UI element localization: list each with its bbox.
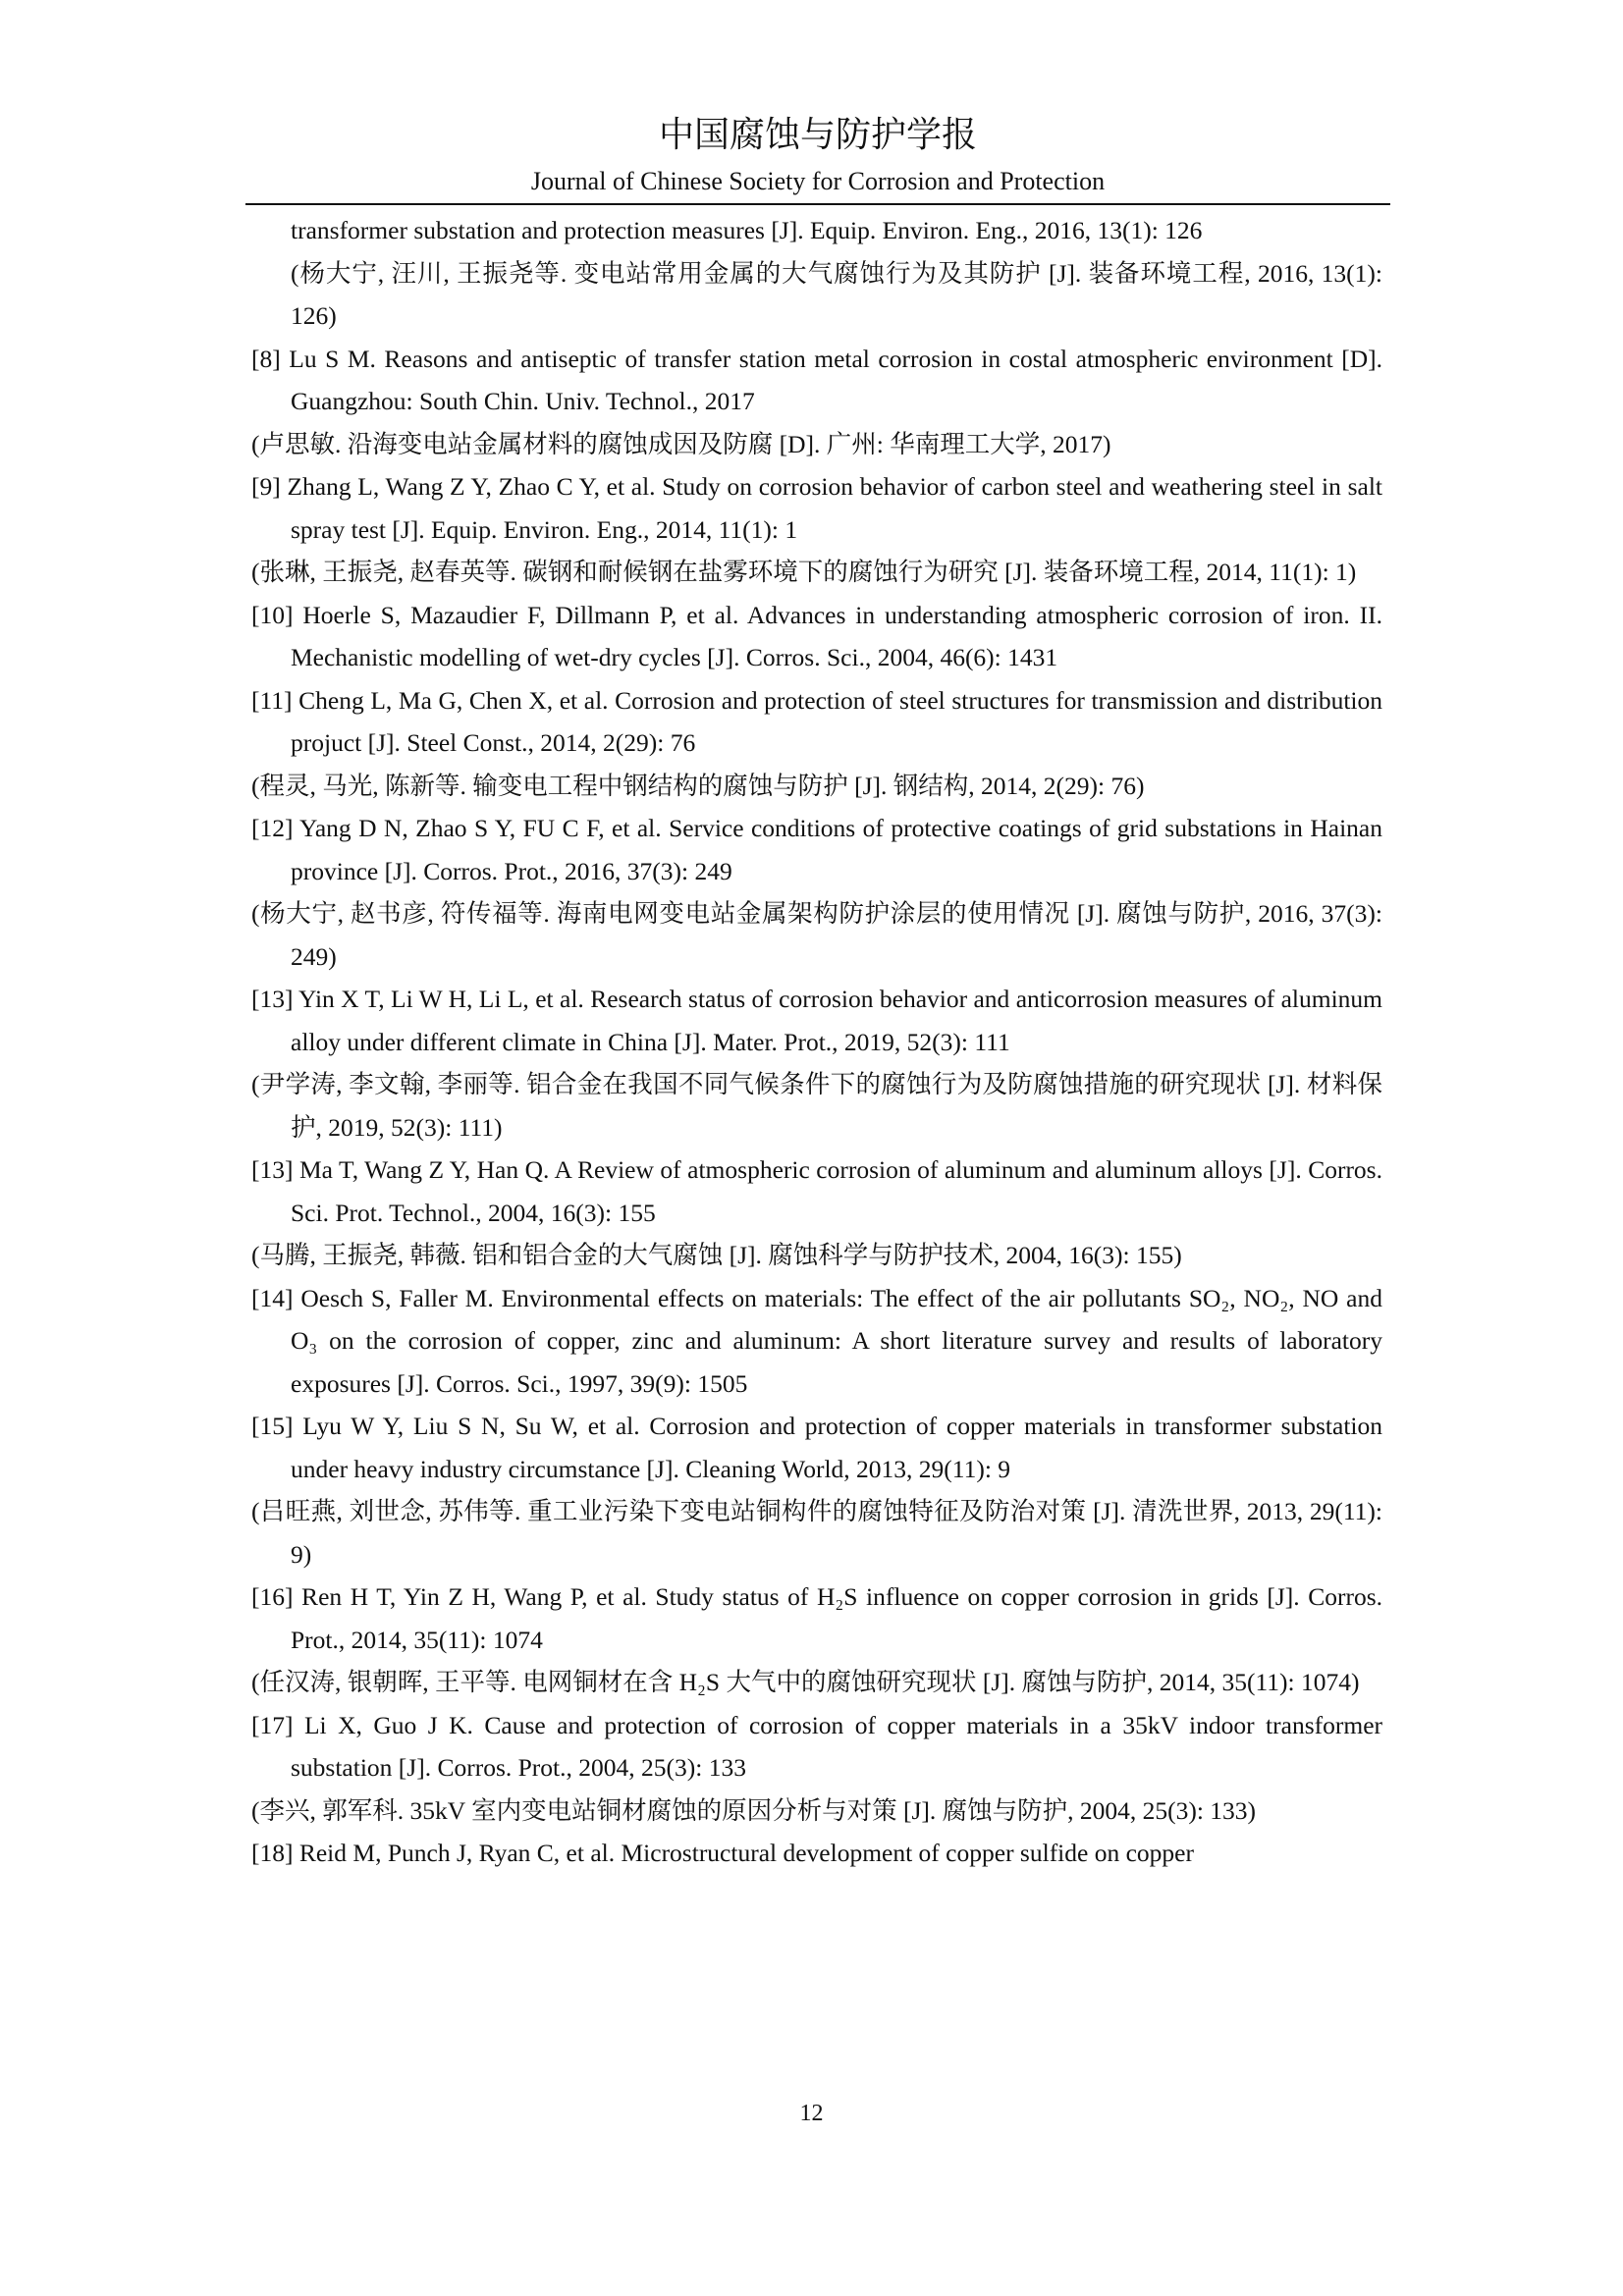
reference-english: [14] Oesch S, Faller M. Environmental effects on materials: The effect of the air pollutants SO₂, NO₂, NO and O₃ on the corrosion of copper, zinc and aluminum: A short literature survey and results of laboratory exposures [J]. Corros. Sci., 1997, 39(9): 1505	[251, 1283, 1382, 1398]
reference-item	[251, 679, 1382, 808]
reference-item	[251, 978, 1382, 1148]
reference-chinese: (吕旺燕, 刘世念, 苏伟等. 重工业污染下变电站铜构件的腐蚀特征及防治对策 [J]. 清洗世界, 2013, 29(11): 9)	[251, 1497, 1382, 1569]
reference-english: [9] Zhang L, Wang Z Y, Zhao C Y, et al. Study on corrosion behavior of carbon steel and weathering steel in salt spray test [J]. Equip. Environ. Eng., 2014, 11(1): 1	[251, 472, 1382, 544]
header-divider	[245, 203, 1390, 205]
reference-chinese: (张琳, 王振尧, 赵春英等. 碳钢和耐候钢在盐雾环境下的腐蚀行为研究 [J]. 装备环境工程, 2014, 11(1): 1)	[251, 558, 1357, 586]
journal-title-english: Journal of Chinese Society for Corrosion and Protection	[530, 167, 1106, 195]
reference-english: transformer substation and protection measures [J]. Equip. Environ. Eng., 2016, 13(1): 126	[291, 216, 1203, 244]
reference-item	[251, 1277, 1382, 1406]
reference-chinese: (任汉涛, 银朝晖, 王平等. 电网铜材在含 H₂S 大气中的腐蚀研究现状 [J]. 腐蚀与防护, 2014, 35(11): 1074)	[251, 1668, 1360, 1696]
reference-english: [17] Li X, Guo J K. Cause and protection of corrosion of copper materials in a 35kV indoor transformer substation [J]. Corros. Prot., 2004, 25(3): 133	[251, 1710, 1382, 1782]
reference-english: [8] Lu S M. Reasons and antiseptic of transfer station metal corrosion in costal atmospheric environment [D]. Guangzhou: South Chin. Univ. Technol., 2017	[251, 344, 1382, 415]
reference-english: [12] Yang D N, Zhao S Y, FU C F, et al. Service conditions of protective coatings of grid substations in Hainan province [J]. Corros. Prot., 2016, 37(3): 249	[251, 814, 1382, 885]
reference-chinese: (尹学涛, 李文翰, 李丽等. 铝合金在我国不同气候条件下的腐蚀行为及防腐蚀措施的研究现状 [J]. 材料保护, 2019, 52(3): 111)	[251, 1070, 1382, 1142]
reference-english: [18] Reid M, Punch J, Ryan C, et al. Microstructural development of copper sulfide on copper	[251, 1839, 1194, 1867]
reference-item	[251, 1405, 1382, 1575]
reference-item	[251, 807, 1382, 978]
reference-chinese: (杨大宁, 赵书彦, 符传福等. 海南电网变电站金属架构防护涂层的使用情况 [J]. 腐蚀与防护, 2016, 37(3): 249)	[251, 899, 1382, 971]
reference-continued	[251, 209, 1382, 338]
reference-item	[251, 594, 1382, 679]
reference-english: [16] Ren H T, Yin Z H, Wang P, et al. Study status of H₂S influence on copper corrosion in grids [J]. Corros. Prot., 2014, 35(11): 1074	[251, 1582, 1382, 1654]
reference-english: [15] Lyu W Y, Liu S N, Su W, et al. Corrosion and protection of copper materials in transformer substation under heavy industry circumstance [J]. Cleaning World, 2013, 29(11): 9	[251, 1412, 1382, 1483]
reference-english: [13] Ma T, Wang Z Y, Han Q. A Review of atmospheric corrosion of aluminum and aluminum alloys [J]. Corros. Sci. Prot. Technol., 2004, 16(3): 155	[251, 1155, 1382, 1227]
reference-chinese: (程灵, 马光, 陈新等. 输变电工程中钢结构的腐蚀与防护 [J]. 钢结构, 2014, 2(29): 76)	[251, 771, 1145, 800]
reference-chinese: (李兴, 郭军科. 35kV 室内变电站铜材腐蚀的原因分析与对策 [J]. 腐蚀与防护, 2004, 25(3): 133)	[251, 1795, 1257, 1825]
reference-chinese: (马腾, 王振尧, 韩薇. 铝和铝合金的大气腐蚀 [J]. 腐蚀科学与防护技术, 2004, 16(3): 155)	[251, 1241, 1182, 1269]
reference-chinese: (卢思敏. 沿海变电站金属材料的腐蚀成因及防腐 [D]. 广州: 华南理工大学, 2017)	[251, 429, 1111, 458]
reference-english: [10] Hoerle S, Mazaudier F, Dillmann P, et al. Advances in understanding atmospheric corrosion of iron. II. Mechanistic modelling of wet-dry cycles [J]. Corros. Sci., 2004, 46(6): 1431	[251, 600, 1382, 671]
reference-list	[251, 209, 1382, 1875]
reference-item	[251, 1148, 1382, 1277]
reference-item	[251, 1704, 1382, 1833]
reference-item	[251, 1575, 1382, 1704]
reference-chinese: (杨大宁, 汪川, 王振尧等. 变电站常用金属的大气腐蚀行为及其防护 [J]. 装备环境工程, 2016, 13(1): 126)	[291, 258, 1383, 330]
reference-english: [13] Yin X T, Li W H, Li L, et al. Research status of corrosion behavior and anticorrosion measures of aluminum alloy under different climate in China [J]. Mater. Prot., 2019, 52(3): 111	[251, 985, 1382, 1056]
reference-item	[251, 1832, 1382, 1875]
page-number: 12	[799, 2101, 824, 2126]
reference-english: [11] Cheng L, Ma G, Chen X, et al. Corrosion and protection of steel structures for transmission and distribution projuct [J]. Steel Const., 2014, 2(29): 76	[251, 685, 1382, 757]
page-header	[245, 110, 1390, 200]
reference-item	[251, 465, 1382, 594]
journal-title-chinese: 中国腐蚀与防护学报	[658, 115, 977, 155]
reference-item	[251, 338, 1382, 466]
